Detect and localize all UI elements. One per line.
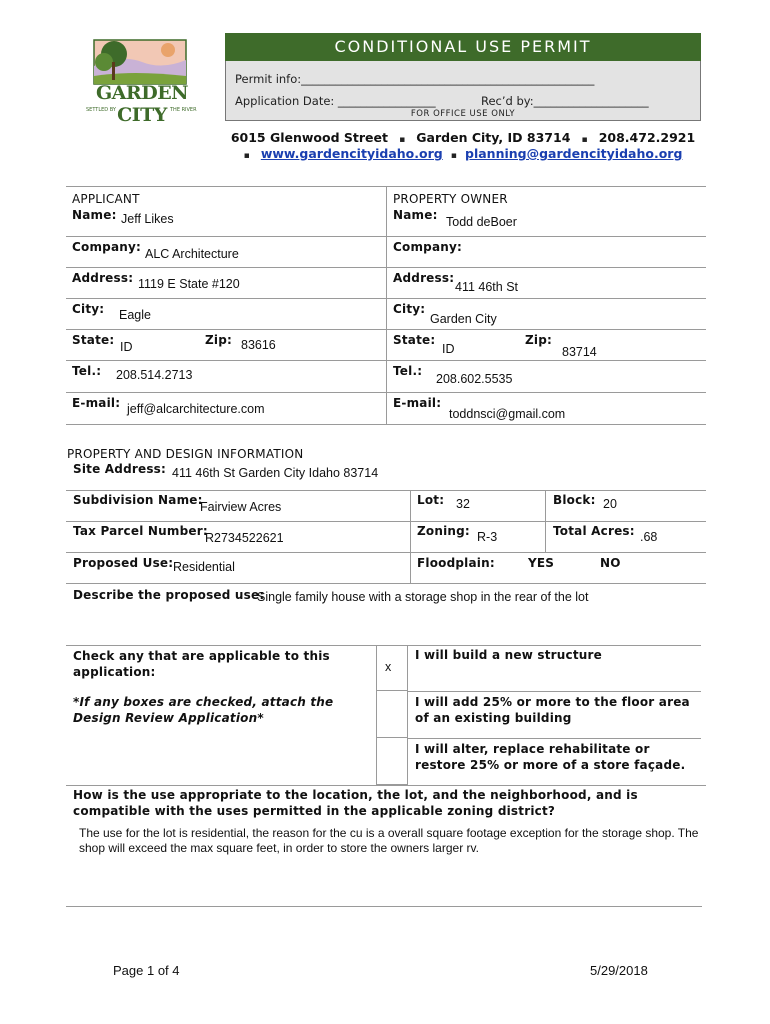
column-divider [545, 490, 546, 552]
check-prompt: Check any that are applicable to this application: [73, 649, 330, 679]
appropriateness-question: How is the use appropriate to the location, the lot, and the neighborhood, and is compatible with the uses permitted in the applicable zoning district? [73, 788, 638, 818]
divider [408, 645, 701, 646]
owner-email-label: E-mail: [393, 396, 442, 410]
owner-city-field[interactable]: Garden City [430, 312, 497, 326]
applicant-tel-label: Tel.: [72, 364, 102, 378]
appropriateness-answer[interactable]: The use for the lot is residential, the reason for the cu is a overall square footage exception for the storage shop. The shop will exceed the max square feet, in order to store the owners larger rv. [79, 826, 699, 855]
divider [408, 738, 701, 739]
applicant-zip-label: Zip: [205, 333, 233, 347]
design-review-note: *If any boxes are checked, attach the Design Review Application* [73, 695, 334, 725]
owner-state-field[interactable]: ID [442, 342, 455, 356]
site-address-label: Site Address: [73, 462, 167, 476]
lot-field[interactable]: 32 [456, 497, 470, 511]
logo-left-tag: SETTLED BY [86, 107, 116, 113]
total-acres-field[interactable]: .68 [640, 530, 658, 544]
divider [66, 329, 706, 330]
email-link[interactable]: planning@gardencityidaho.org [465, 146, 683, 161]
divider [408, 691, 701, 692]
city-state-zip: Garden City, ID 83714 [416, 130, 571, 145]
applicant-company-field[interactable]: ALC Architecture [145, 247, 239, 261]
owner-city-label: City: [393, 302, 426, 316]
divider [66, 645, 376, 646]
owner-zip-field[interactable]: 83714 [562, 345, 597, 359]
checkbox-cell[interactable] [376, 738, 408, 785]
garden-city-logo [72, 36, 212, 126]
divider [66, 392, 706, 393]
divider [66, 424, 706, 425]
proposed-use-label: Proposed Use: [73, 556, 174, 570]
phone-number: 208.472.2921 [598, 130, 696, 145]
tax-parcel-field[interactable]: R2734522621 [205, 531, 284, 545]
owner-name-field[interactable]: Todd deBoer [446, 215, 517, 229]
applicant-email-field[interactable]: jeff@alcarchitecture.com [127, 402, 265, 416]
divider [66, 552, 706, 553]
total-acres-label: Total Acres: [553, 524, 635, 538]
applicant-address-field[interactable]: 1119 E State #120 [138, 277, 240, 291]
recd-by-line: Rec’d by:____________________ [481, 94, 649, 108]
street-address: 6015 Glenwood Street [230, 130, 388, 145]
zoning-label: Zoning: [417, 524, 470, 538]
block-field[interactable]: 20 [603, 497, 617, 511]
form-title: CONDITIONAL USE PERMIT [225, 33, 701, 61]
bullet-icon: ▪ [581, 135, 588, 145]
floodplain-no-option[interactable]: NO [600, 556, 621, 570]
permit-info-line: Permit info:___________________________________________________ [235, 72, 595, 86]
applicant-name-field[interactable]: Jeff Likes [121, 212, 174, 226]
checkbox-mark-new-structure[interactable]: x [385, 660, 392, 674]
owner-tel-field[interactable]: 208.602.5535 [436, 372, 513, 386]
applicant-city-field[interactable]: Eagle [119, 308, 151, 322]
floodplain-yes-option[interactable]: YES [528, 556, 555, 570]
divider [66, 267, 706, 268]
bullet-icon: ▪ [243, 151, 250, 161]
owner-address-field[interactable]: 411 46th St [455, 280, 519, 294]
option-facade: I will alter, replace rehabilitate or restore 25% or more of a store façade. [415, 742, 686, 772]
zoning-field[interactable]: R-3 [477, 530, 498, 544]
floodplain-label: Floodplain: [417, 556, 495, 570]
owner-heading: PROPERTY OWNER [393, 192, 508, 206]
owner-tel-label: Tel.: [393, 364, 423, 378]
checkbox-cell[interactable] [376, 691, 408, 738]
applicant-state-field[interactable]: ID [120, 340, 133, 354]
lot-label: Lot: [417, 493, 445, 507]
divider [66, 583, 706, 584]
applicant-email-label: E-mail: [72, 396, 121, 410]
owner-zip-label: Zip: [525, 333, 553, 347]
describe-use-label: Describe the proposed use: [73, 588, 265, 602]
block-label: Block: [553, 493, 596, 507]
subdivision-field[interactable]: Fairview Acres [200, 500, 282, 514]
applicant-zip-field[interactable]: 83616 [241, 338, 276, 352]
divider [66, 298, 706, 299]
page-number: Page 1 of 4 [113, 963, 180, 978]
option-floor-area: I will add 25% or more to the floor area of an existing building [415, 695, 690, 725]
tax-parcel-label: Tax Parcel Number: [73, 524, 208, 538]
logo-right-tag: THE RIVER [170, 107, 197, 113]
subdivision-label: Subdivision Name: [73, 493, 203, 507]
divider [66, 490, 706, 491]
applicant-tel-field[interactable]: 208.514.2713 [116, 368, 193, 382]
property-heading: PROPERTY AND DESIGN INFORMATION [67, 447, 304, 461]
column-divider [386, 186, 387, 424]
divider [66, 906, 702, 907]
application-date-line: Application Date: _________________ [235, 94, 436, 108]
website-link[interactable]: www.gardencityidaho.org [260, 146, 443, 161]
owner-address-label: Address: [393, 271, 455, 285]
divider [66, 236, 706, 237]
owner-name-label: Name: [393, 208, 438, 222]
web-contact-line [225, 143, 701, 162]
proposed-use-field[interactable]: Residential [173, 560, 235, 574]
owner-state-label: State: [393, 333, 436, 347]
divider [66, 785, 706, 786]
owner-email-field[interactable]: toddnsci@gmail.com [449, 407, 566, 421]
bullet-icon: ▪ [450, 151, 457, 161]
applicant-city-label: City: [72, 302, 105, 316]
divider [66, 360, 706, 361]
footer-date: 5/29/2018 [590, 963, 648, 978]
owner-company-label: Company: [393, 240, 463, 254]
bullet-icon: ▪ [399, 135, 406, 145]
checkbox-cell[interactable] [376, 645, 408, 691]
site-address-field[interactable]: 411 46th St Garden City Idaho 83714 [172, 466, 379, 480]
office-use-label: FOR OFFICE USE ONLY [410, 109, 516, 119]
describe-use-field[interactable]: Single family house with a storage shop in the rear of the lot [257, 590, 589, 604]
option-new-structure: I will build a new structure [415, 648, 602, 662]
divider [66, 521, 706, 522]
applicant-name-label: Name: [72, 208, 117, 222]
logo-name: GARDEN CITY [95, 82, 189, 126]
applicant-address-label: Address: [72, 271, 134, 285]
applicant-heading: APPLICANT [72, 192, 140, 206]
column-divider [410, 490, 411, 583]
applicant-state-label: State: [72, 333, 115, 347]
applicant-company-label: Company: [72, 240, 142, 254]
